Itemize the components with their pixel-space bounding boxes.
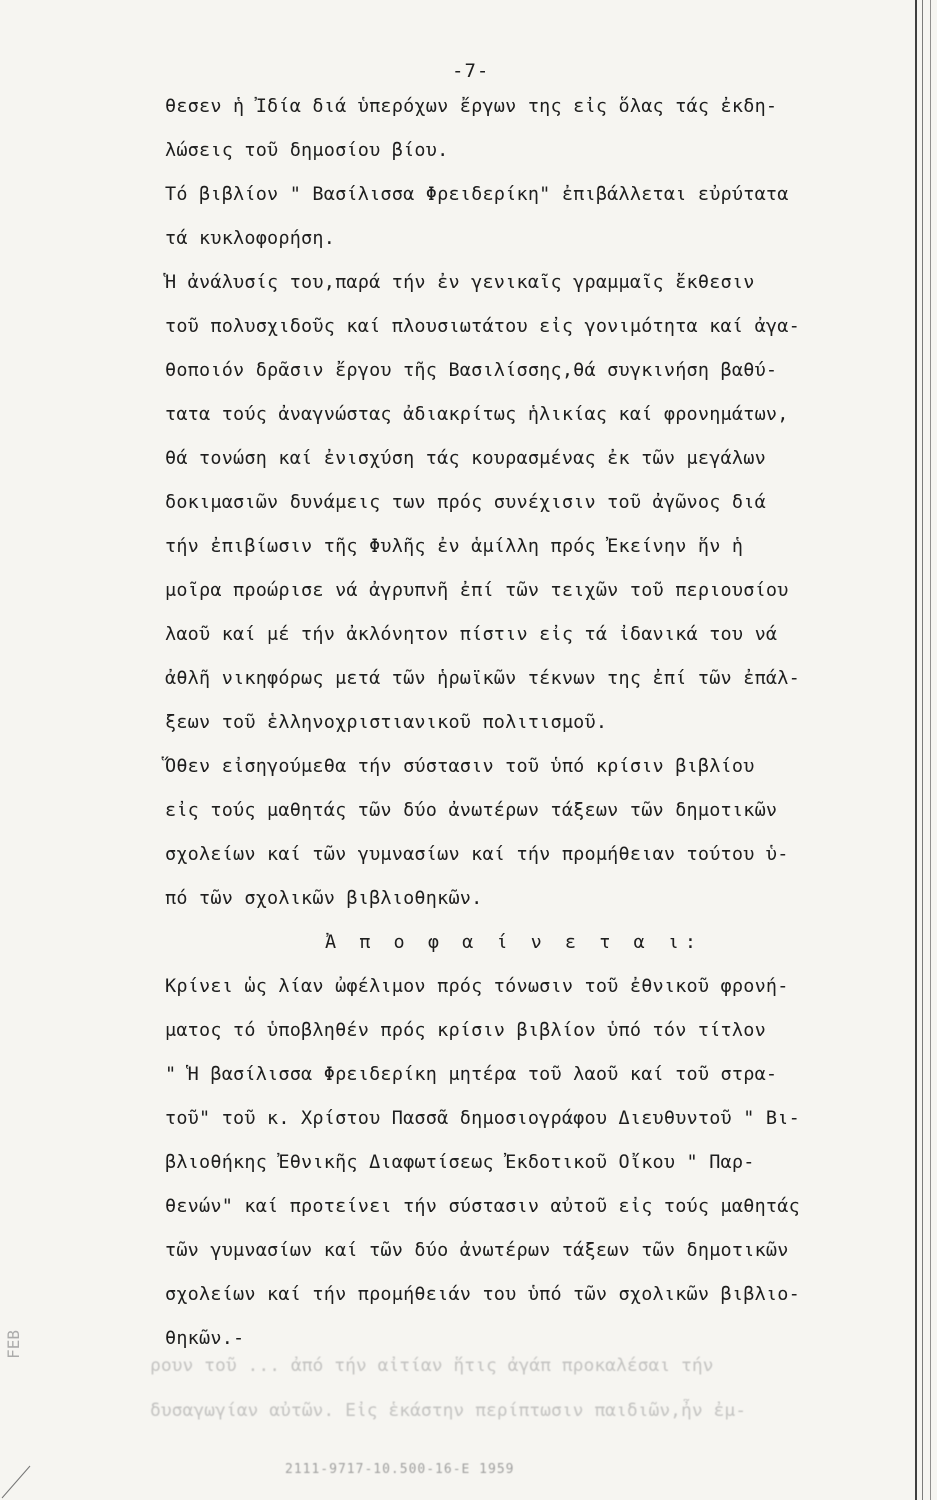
text-line: θενών" καί προτείνει τήν σύστασιν αὐτοῦ εἰς τούς μαθητάς [165, 1196, 800, 1217]
bleed-through-text: δυσαγωγίαν αὐτῶν. Εἰς ἑκάστην περίπτωσιν παιδιῶν,ἦν ἐμ- [150, 1400, 747, 1421]
side-mark: FEB [4, 1330, 23, 1359]
page-number: -7- [452, 60, 490, 82]
decision-heading: Ἀ π ο φ α ί ν ε τ α ι: [325, 932, 703, 953]
text-line: σχολείων καί τῶν γυμνασίων καί τήν προμήθειαν τούτου ὑ- [165, 844, 789, 865]
text-line: θά τονώση καί ἐνισχύση τάς κουρασμένας ἐκ τῶν μεγάλων [165, 448, 766, 469]
text-line: ἀθλῆ νικηφόρως μετά τῶν ἡρωϊκῶν τέκνων της ἐπί τῶν ἐπάλ- [165, 668, 800, 689]
edge-line [915, 0, 917, 1500]
text-line: ξεων τοῦ ἑλληνοχριστιανικοῦ πολιτισμοῦ. [165, 712, 608, 733]
text-line: τατα τούς ἀναγνώστας ἀδιακρίτως ἡλικίας καί φρονημάτων, [165, 404, 789, 425]
text-line: λαοῦ καί μέ τήν ἀκλόνητον πίστιν εἰς τά ἰδανικά του νά [165, 624, 778, 645]
corner-scratch-icon [0, 1460, 60, 1500]
text-line: τοῦ" τοῦ κ. Χρίστου Πασσᾶ δημοσιογράφου Διευθυντοῦ " Βι- [165, 1108, 800, 1129]
text-line: τά κυκλοφορήση. [165, 228, 336, 249]
text-line: τήν ἐπιβίωσιν τῆς Φυλῆς ἐν ἁμίλλη πρός Ἐκείνην ἥν ἡ [165, 536, 744, 557]
body-text [165, 85, 905, 1361]
text-line: λώσεις τοῦ δημοσίου βίου. [165, 140, 449, 161]
text-line: " Ἡ βασίλισσα Φρειδερίκη μητέρα τοῦ λαοῦ καί τοῦ στρα- [165, 1064, 778, 1085]
text-line: δοκιμασιῶν δυνάμεις των πρός συνέχισιν τοῦ ἀγῶνος διά [165, 492, 766, 513]
text-line: Κρίνει ὡς λίαν ὠφέλιμον πρός τόνωσιν τοῦ ἐθνικοῦ φρονή- [165, 976, 789, 997]
text-line: θηκῶν.- [165, 1328, 245, 1349]
text-line: πό τῶν σχολικῶν βιβλιοθηκῶν. [165, 888, 483, 909]
text-line: Ἡ ἀνάλυσίς του,παρά τήν ἐν γενικαῖς γραμμαῖς ἔκθεσιν [165, 272, 755, 293]
text-line: βλιοθήκης Ἐθνικῆς Διαφωτίσεως Ἐκδοτικοῦ Οἴκου " Παρ- [165, 1152, 755, 1173]
text-line: σχολείων καί τήν προμήθειάν του ὑπό τῶν σχολικῶν βιβλιο- [165, 1284, 800, 1305]
edge-line [930, 0, 931, 1500]
text-line: τῶν γυμνασίων καί τῶν δύο ἀνωτέρων τάξεων τῶν δημοτικῶν [165, 1240, 789, 1261]
text-line: μοῖρα προώρισε νά ἀγρυπνῆ ἐπί τῶν τειχῶν τοῦ περιουσίου [165, 580, 789, 601]
text-line: θοποιόν δρᾶσιν ἔργου τῆς Βασιλίσσης,θά συγκινήση βαθύ- [165, 360, 778, 381]
edge-line [922, 0, 923, 1500]
text-line: εἰς τούς μαθητάς τῶν δύο ἀνωτέρων τάξεων τῶν δημοτικῶν [165, 800, 778, 821]
text-line: Ὅθεν εἰσηγούμεθα τήν σύστασιν τοῦ ὑπό κρίσιν βιβλίου [165, 756, 755, 777]
page-binding-edge [911, 0, 937, 1500]
bleed-through-text: ρουν τοῦ ... ἀπό τήν αἰτίαν ἥτις ἀγάπ προκαλέσαι τήν [150, 1355, 714, 1376]
text-line: ματος τό ὑποβληθέν πρός κρίσιν βιβλίον ὑπό τόν τίτλον [165, 1020, 766, 1041]
text-line: Τό βιβλίον " Βασίλισσα Φρειδερίκη" ἐπιβάλλεται εὐρύτατα [165, 184, 789, 205]
text-line: θεσεν ἡ Ἰδία διά ὑπερόχων ἔργων της εἰς ὅλας τάς ἐκδη- [165, 96, 778, 117]
footer-stamp: 2111-9717-10.500-16-Ε 1959 [285, 1462, 515, 1477]
text-line: τοῦ πολυσχιδοῦς καί πλουσιωτάτου εἰς γονιμότητα καί ἀγα- [165, 316, 800, 337]
